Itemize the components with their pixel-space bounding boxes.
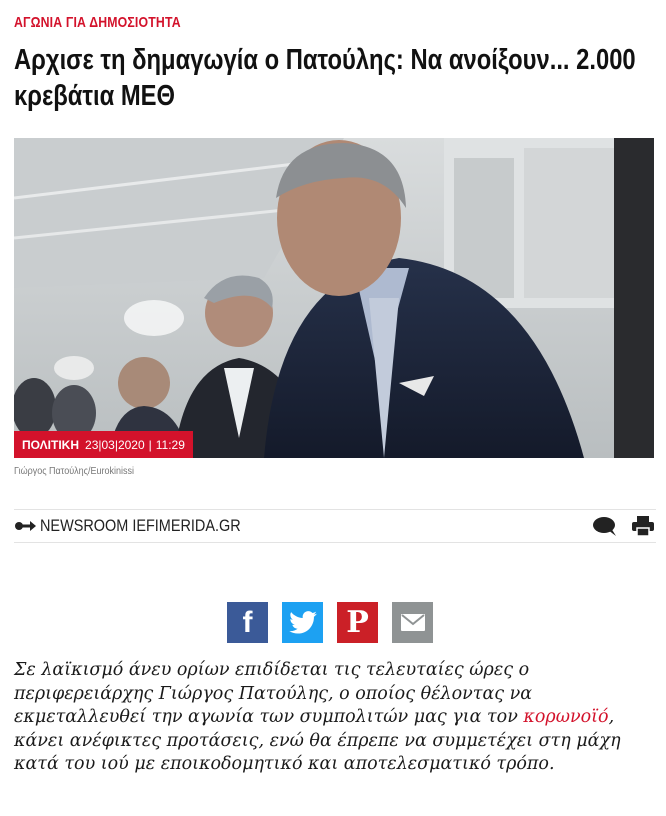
photo-illustration: [14, 138, 654, 458]
twitter-icon: [289, 611, 317, 634]
article-kicker[interactable]: ΑΓΩΝΙΑ ΓΙΑ ΔΗΜΟΣΙΟΤΗΤΑ: [14, 14, 181, 31]
facebook-share-button[interactable]: [227, 602, 268, 643]
email-share-button[interactable]: [392, 602, 433, 643]
pinterest-share-button[interactable]: [337, 602, 378, 643]
coronavirus-link[interactable]: κορωνοϊό: [523, 707, 609, 727]
photo-caption: Γιώργος Πατούλης/Eurokinissi: [14, 466, 134, 477]
article-photo: [14, 138, 654, 458]
author-arrow-icon: [14, 519, 36, 533]
author-bar: [14, 509, 656, 543]
photo-category[interactable]: ΠΟΛΙΤΙΚΗ: [22, 437, 80, 452]
comments-icon[interactable]: [592, 516, 618, 536]
article-headline: Αρχισε τη δημαγωγία ο Πατούλης: Να ανοίξουν... 2.000 κρεβάτια ΜΕΘ: [14, 44, 636, 112]
share-buttons: [227, 602, 433, 643]
photo-date-separator: |: [148, 437, 152, 452]
email-icon: [401, 614, 425, 631]
twitter-share-button[interactable]: [282, 602, 323, 643]
photo-category-tag[interactable]: [14, 431, 193, 458]
photo-date: 23|03|2020: [85, 437, 145, 452]
author-name[interactable]: NEWSROOM IEFIMERIDA.GR: [40, 516, 241, 535]
photo-time: 11:29: [155, 437, 185, 452]
article-actions: [592, 516, 654, 536]
facebook-icon: f: [242, 605, 253, 639]
article-lead: [14, 659, 654, 777]
print-icon[interactable]: [632, 516, 654, 536]
pinterest-icon: P: [346, 605, 369, 640]
lead-text-start: Σε λαϊκισμό άνευ ορίων επιδίδεται τις τελευταίες ώρες ο περιφερειάρχης Γιώργος Πατούλης, ο οποίος θέλοντας να εκμεταλλευθεί την αγωνία των συμπολιτών μας για τον: [14, 660, 533, 727]
lead-text-end: , κάνει ανέφικτες προτάσεις, ενώ θα έπρεπε να συμμετέχει στη μάχη κατά του ιού με εποικοδομητικό και αποτελεσματικό τρόπο.: [14, 707, 621, 774]
